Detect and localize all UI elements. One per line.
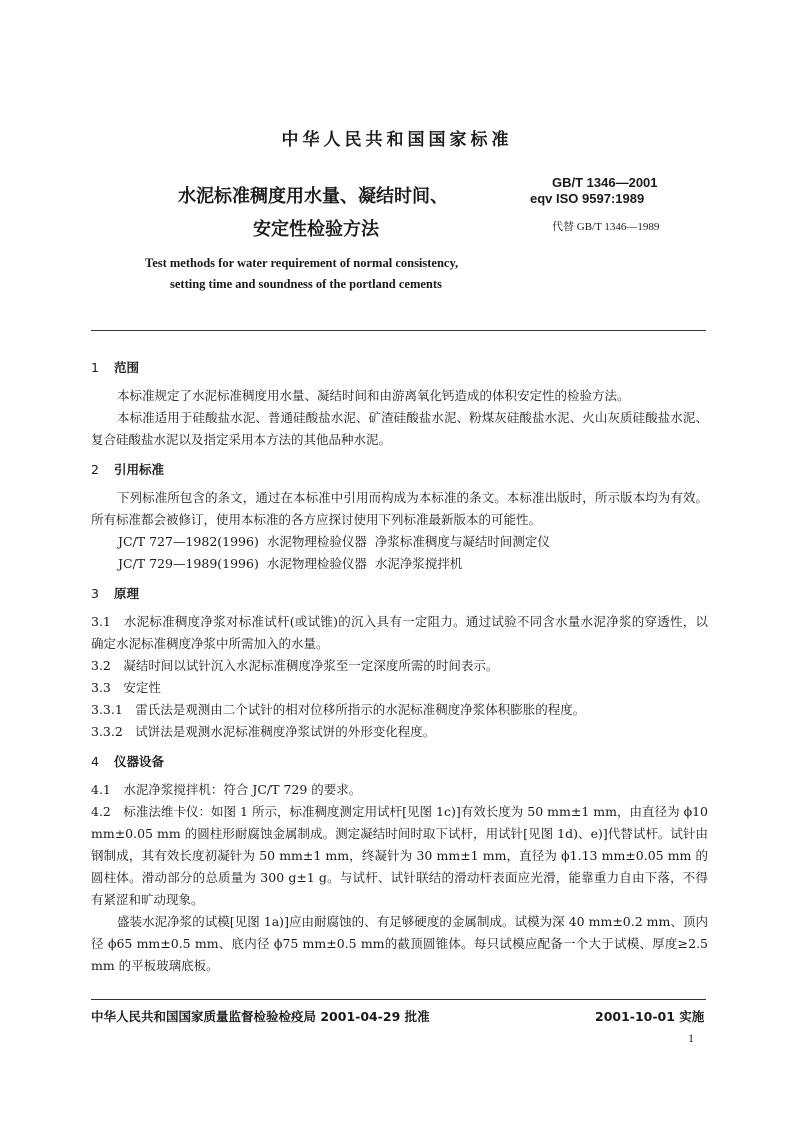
section-heading <box>91 583 708 605</box>
clause-4-1: 4.1 水泥净浆搅拌机：符合 JC/T 729 的要求。 <box>91 782 362 797</box>
section-title: 范围 <box>114 360 140 375</box>
clause-3-3: 3.3 安定性 <box>91 680 161 695</box>
document-body <box>91 357 708 977</box>
clause-3-3-1: 3.3.1 雷氏法是观测由二个试针的相对位移所指示的水泥标准稠度净浆体积膨胀的程度。 <box>91 702 586 717</box>
reference-item <box>91 531 708 553</box>
implementation-date: 2001-10-01 实施 <box>595 1009 705 1024</box>
replaces-standard: 代替 GB/T 1346—1989 <box>552 221 660 233</box>
standard-code: GB/T 1346—2001 <box>552 175 658 190</box>
english-title-line2: setting time and soundness of the portland cements <box>170 277 442 291</box>
english-title-line1: Test methods for water requirement of normal consistency, <box>145 256 459 270</box>
equivalent-standard: eqv ISO 9597:1989 <box>530 191 645 206</box>
clause-3-1: 3.1 水泥标准稠度净浆对标准试杆(或试锥)的沉入具有一定阻力。通过试验不同含水量水泥净浆的穿透性，以确定水泥标准稠度净浆中所需加入的水量。 <box>91 614 708 651</box>
page-number: 1 <box>688 1031 694 1045</box>
section-number: 4 <box>91 754 99 769</box>
footer-divider <box>91 999 706 1000</box>
section-title: 引用标准 <box>114 462 165 477</box>
clause-3-2: 3.2 凝结时间以试针沉入水泥标准稠度净浆至一定深度所需的时间表示。 <box>91 658 499 673</box>
reference-code: JC/T 727—1982(1996) <box>118 534 259 549</box>
header-divider <box>91 330 706 331</box>
clause-3-3-2: 3.3.2 试饼法是观测水泥标准稠度净浆试饼的外形变化程度。 <box>91 724 436 739</box>
section-heading <box>91 357 708 379</box>
section-title: 仪器设备 <box>114 754 165 769</box>
reference-item <box>91 553 708 575</box>
reference-category: 水泥物理检验仪器 <box>266 534 367 549</box>
document-title-line2: 安定性检验方法 <box>253 219 379 240</box>
paragraph: 盛装水泥净浆的试模[见图 1a)]应由耐腐蚀的、有足够硬度的金属制成。试模为深 40 mm±0.2 mm、顶内径 ϕ65 mm±0.5 mm、底内径 ϕ75 mm±0.5 mm的截顶圆锥体。每只试模应配备一个大于试模、厚度≥2.5 mm 的平板玻璃底板。 <box>91 914 708 973</box>
clause-4-2: 4.2 标准法维卡仪：如图 1 所示，标准稠度测定用试杆[见图 1c)]有效长度为 50 mm±1 mm，由直径为 ϕ10 mm±0.05 mm 的圆柱形耐腐蚀金属制成。测定凝结时间时取下试杆，用试针[见图 1d)、e)]代替试杆。试针由钢制成，其有效长度初凝针为 50 mm±1 mm，终凝针为 30 mm±1 mm，直径为 ϕ1.13 mm±0.05 mm 的圆柱体。滑动部分的总质量为 300 g±1 g。与试杆、试针联结的滑动杆表面应光滑，能靠重力自由下落，不得有紧涩和旷动现象。 <box>91 804 708 907</box>
section-number: 3 <box>91 586 99 601</box>
reference-title: 净浆标准稠度与凝结时间测定仪 <box>374 534 550 549</box>
paragraph: 本标准规定了水泥标准稠度用水量、凝结时间和由游离氧化钙造成的体积安定性的检验方法。 <box>117 388 630 403</box>
section-title: 原理 <box>114 586 140 601</box>
reference-title: 水泥净浆搅拌机 <box>374 556 463 571</box>
paragraph: 下列标准所包含的条文，通过在本标准中引用而构成为本标准的条文。本标准出版时，所示版本均为有效。所有标准都会被修订，使用本标准的各方应探讨使用下列标准最新版本的可能性。 <box>91 490 708 527</box>
reference-code: JC/T 729—1989(1996) <box>118 556 259 571</box>
section-heading <box>91 751 708 773</box>
national-standard-title: 中华人民共和国国家标准 <box>281 130 513 150</box>
reference-category: 水泥物理检验仪器 <box>266 556 367 571</box>
section-heading <box>91 459 708 481</box>
section-number: 2 <box>91 462 99 477</box>
paragraph: 本标准适用于硅酸盐水泥、普通硅酸盐水泥、矿渣硅酸盐水泥、粉煤灰硅酸盐水泥、火山灰质硅酸盐水泥、复合硅酸盐水泥以及指定采用本方法的其他品种水泥。 <box>91 410 708 447</box>
approval-statement: 中华人民共和国国家质量监督检验检疫局 2001-04-29 批准 <box>91 1009 430 1024</box>
section-number: 1 <box>91 360 99 375</box>
document-title-line1: 水泥标准稠度用水量、凝结时间、 <box>178 186 448 207</box>
